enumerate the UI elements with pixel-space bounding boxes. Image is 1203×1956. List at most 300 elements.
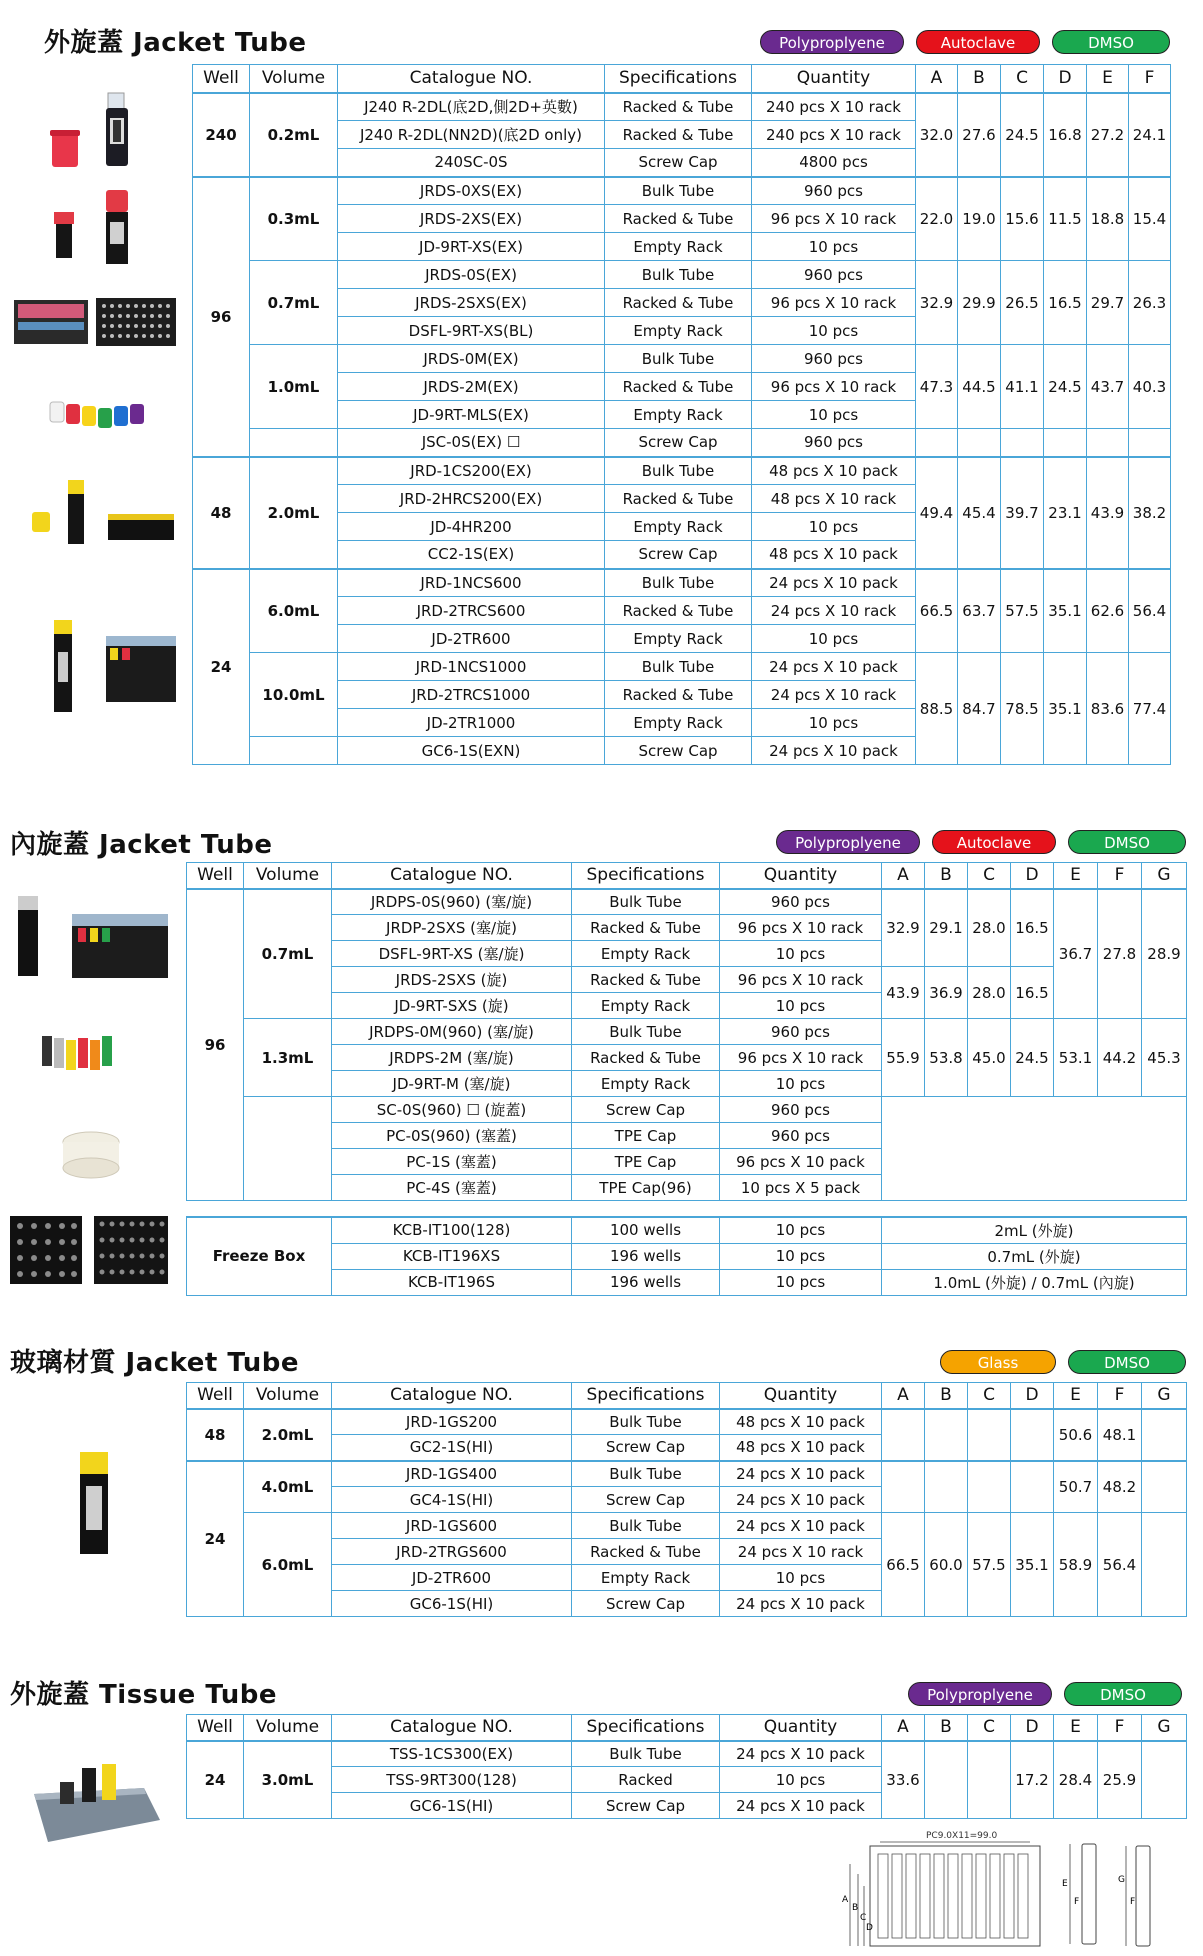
quantity-cell: 10 pcs [752,625,916,653]
dim-b [925,1409,968,1461]
dim-c: 24.5 [1001,93,1044,177]
spec-cell: Bulk Tube [572,1409,720,1435]
quantity-cell: 24 pcs X 10 pack [720,1487,882,1513]
header-e: E [1054,1383,1098,1409]
dim-c [968,1409,1011,1461]
spec-cell: Racked & Tube [572,967,720,993]
quantity-cell: 10 pcs [720,1269,882,1295]
drawing-label-c: C [860,1913,867,1923]
spec-cell: Empty Rack [605,625,752,653]
volume-cell: 0.2mL [250,93,338,177]
dim-b: 19.0 [958,177,1001,261]
spec-cell: TPE Cap [572,1149,720,1175]
quantity-cell: 96 pcs X 10 rack [752,373,916,401]
compatibility-cell: 0.7mL (外旋) [882,1243,1187,1269]
dim-b: 44.5 [958,345,1001,429]
dim-b [925,1741,968,1819]
spec-cell: Empty Rack [572,1565,720,1591]
dim-b: 27.6 [958,93,1001,177]
quantity-cell: 10 pcs [720,1243,882,1269]
catalogue-cell: JRD-2TRCS600 [338,597,605,625]
dim-d [1044,429,1087,457]
header-g: G [1142,863,1187,889]
catalogue-cell: GC6-1S(HI) [332,1793,572,1819]
well-cell: 48 [193,457,250,569]
spec-cell: Screw Cap [572,1097,720,1123]
header-quantity: Quantity [720,1715,882,1741]
quantity-cell: 96 pcs X 10 rack [720,967,882,993]
volume-cell: 1.0mL [250,345,338,429]
dim-a [882,1461,925,1513]
tube-image-2-0ml [28,478,176,548]
catalogue-cell: JD-2TR1000 [338,709,605,737]
quantity-cell: 24 pcs X 10 pack [720,1461,882,1487]
badge-autoclave: Autoclave [916,30,1040,54]
badge-polypropylene: Polyproplyene [908,1682,1052,1706]
dim-a: 33.6 [882,1741,925,1819]
quantity-cell: 240 pcs X 10 rack [752,93,916,121]
header-well: Well [193,65,250,93]
well-cell: 240 [193,93,250,177]
dim-c: 57.5 [1001,569,1044,653]
catalogue-cell: GC2-1S(HI) [332,1435,572,1461]
catalogue-cell: JRD-2TRGS600 [332,1539,572,1565]
dim-c: 28.0 [968,967,1011,1019]
header-g: G [1142,1715,1187,1741]
header-a: A [882,1715,925,1741]
spec-cell: Bulk Tube [605,345,752,373]
dim-f: 56.4 [1129,569,1171,653]
header-d: D [1011,863,1054,889]
section-outer-cap-jacket-tube [0,0,1203,780]
quantity-cell: 960 pcs [720,1019,882,1045]
dim-c: 39.7 [1001,457,1044,569]
compatibility-cell: 1.0mL (外旋) / 0.7mL (內旋) [882,1269,1187,1295]
catalogue-cell: JRDPS-0M(960) (塞/旋) [332,1019,572,1045]
catalogue-cell: JRD-2TRCS1000 [338,681,605,709]
dim-e: 50.6 [1054,1409,1098,1461]
quantity-cell: 10 pcs [752,709,916,737]
tube-image-0-3ml [44,188,144,266]
dim-a: 32.0 [916,93,958,177]
dim-a: 22.0 [916,177,958,261]
dim-d: 24.5 [1044,345,1087,429]
dim-b: 45.4 [958,457,1001,569]
dim-d: 16.5 [1044,261,1087,345]
catalogue-cell: DSFL-9RT-XS (塞/旋) [332,941,572,967]
catalogue-cell: JRDS-2M(EX) [338,373,605,401]
spec-cell: Bulk Tube [572,1461,720,1487]
dim-b: 60.0 [925,1513,968,1617]
dim-e: 83.6 [1087,653,1129,765]
quantity-cell: 10 pcs [720,1565,882,1591]
quantity-cell: 24 pcs X 10 pack [720,1741,882,1767]
dim-f: 24.1 [1129,93,1171,177]
header-f: F [1098,863,1142,889]
quantity-cell: 48 pcs X 10 pack [752,457,916,485]
well-cell: 24 [187,1741,244,1819]
catalogue-cell: JRD-1CS200(EX) [338,457,605,485]
header-f: F [1098,1383,1142,1409]
catalogue-cell: JRDS-2SXS(EX) [338,289,605,317]
header-d: D [1011,1715,1054,1741]
header-specifications: Specifications [572,863,720,889]
dim-d: 16.5 [1011,889,1054,967]
quantity-cell: 10 pcs [720,1767,882,1793]
drawing-label-b: B [852,1903,859,1913]
well-cell: 24 [193,569,250,765]
badge-group [760,30,1170,54]
catalogue-cell: JD-9RT-MLS(EX) [338,401,605,429]
catalogue-cell: KCB-IT100(128) [332,1217,572,1243]
dim-a: 47.3 [916,345,958,429]
dim-c [968,1741,1011,1819]
dim-d: 16.5 [1011,967,1054,1019]
spec-cell: Screw Cap [572,1793,720,1819]
dim-e: 18.8 [1087,177,1129,261]
dim-a [916,429,958,457]
quantity-cell: 24 pcs X 10 pack [720,1591,882,1617]
quantity-cell: 10 pcs [752,513,916,541]
quantity-cell: 24 pcs X 10 pack [720,1513,882,1539]
catalogue-cell: JRDS-2SXS (旋) [332,967,572,993]
header-specifications: Specifications [572,1383,720,1409]
header-catalogue: Catalogue NO. [332,1383,572,1409]
well-cell: 96 [187,889,244,1201]
header-e: E [1054,1715,1098,1741]
color-tubes-image [40,1030,140,1076]
header-e: E [1054,863,1098,889]
quantity-cell: 10 pcs [720,941,882,967]
volume-cell: 2.0mL [244,1409,332,1461]
dim-e: 50.7 [1054,1461,1098,1513]
dim-e: 29.7 [1087,261,1129,345]
volume-cell: 2.0mL [250,457,338,569]
spec-cell: 196 wells [572,1269,720,1295]
dim-d: 35.1 [1044,653,1087,765]
spec-cell: Racked & Tube [572,1045,720,1071]
header-specifications: Specifications [605,65,752,93]
catalogue-cell: JRD-1GS400 [332,1461,572,1487]
quantity-cell: 960 pcs [752,429,916,457]
quantity-cell: 24 pcs X 10 pack [752,653,916,681]
volume-cell [250,429,338,457]
volume-cell [250,737,338,765]
dim-e: 28.4 [1054,1741,1098,1819]
badge-polypropylene: Polyproplyene [760,30,904,54]
catalogue-cell: PC-1S (塞蓋) [332,1149,572,1175]
spec-cell: Bulk Tube [572,1513,720,1539]
dim-c: 45.0 [968,1019,1011,1097]
catalogue-cell: GC6-1S(HI) [332,1591,572,1617]
drawing-label-d: D [866,1923,873,1933]
spec-cell: Bulk Tube [605,569,752,597]
quantity-cell: 24 pcs X 10 pack [752,569,916,597]
dim-b [958,429,1001,457]
dim-e: 36.7 [1054,889,1098,1019]
quantity-cell: 96 pcs X 10 rack [720,915,882,941]
catalogue-cell: JSC-0S(EX) ☐ [338,429,605,457]
header-volume: Volume [244,1715,332,1741]
catalogue-cell: PC-0S(960) (塞蓋) [332,1123,572,1149]
dim-empty [882,1097,1187,1201]
freeze-box-image [10,1214,170,1286]
catalogue-cell: JRDPS-2M (塞/旋) [332,1045,572,1071]
quantity-cell: 96 pcs X 10 rack [752,289,916,317]
tube-rack-image [12,892,172,982]
header-d: D [1044,65,1087,93]
dim-d: 24.5 [1011,1019,1054,1097]
catalogue-cell: GC4-1S(HI) [332,1487,572,1513]
header-volume: Volume [250,65,338,93]
dim-a: 49.4 [916,457,958,569]
dim-g: 28.9 [1142,889,1187,1019]
dim-c: 57.5 [968,1513,1011,1617]
header-b: B [925,1383,968,1409]
badge-dmso: DMSO [1068,1350,1186,1374]
spec-cell: Empty Rack [605,513,752,541]
catalogue-cell: JD-9RT-M (塞/旋) [332,1071,572,1097]
spec-cell: Screw Cap [572,1435,720,1461]
spec-cell: Bulk Tube [605,457,752,485]
rack-image-0-7ml [12,296,180,348]
spec-cell: Empty Rack [605,709,752,737]
quantity-cell: 24 pcs X 10 rack [752,597,916,625]
catalogue-cell: DSFL-9RT-XS(BL) [338,317,605,345]
spec-cell: Racked [572,1767,720,1793]
quantity-cell: 96 pcs X 10 rack [720,1045,882,1071]
header-c: C [968,1715,1011,1741]
catalogue-cell: JRD-1GS600 [332,1513,572,1539]
dim-f: 48.1 [1098,1409,1142,1461]
dim-f: 27.8 [1098,889,1142,1019]
tissue-tube-rack-image [24,1758,164,1848]
quantity-cell: 960 pcs [752,345,916,373]
quantity-cell: 960 pcs [720,889,882,915]
spec-cell: Racked & Tube [605,289,752,317]
section-title: 內旋蓋 Jacket Tube [10,830,273,860]
header-a: A [882,1383,925,1409]
dim-f: 40.3 [1129,345,1171,429]
header-b: B [958,65,1001,93]
spec-cell: Racked & Tube [605,681,752,709]
dim-g [1142,1741,1187,1819]
dim-g [1142,1461,1187,1513]
spec-cell: Empty Rack [572,993,720,1019]
dim-f: 38.2 [1129,457,1171,569]
dim-d: 23.1 [1044,457,1087,569]
badge-polypropylene: Polyproplyene [776,830,920,854]
header-well: Well [187,1383,244,1409]
jacket-tube-inner-table [186,862,1187,1201]
spec-cell: Empty Rack [572,941,720,967]
spec-cell: 100 wells [572,1217,720,1243]
quantity-cell: 10 pcs [720,993,882,1019]
drawing-label-g: G [1118,1875,1125,1885]
volume-cell: 0.3mL [250,177,338,261]
dim-c: 78.5 [1001,653,1044,765]
catalogue-cell: JD-9RT-SXS (旋) [332,993,572,1019]
dim-c: 41.1 [1001,345,1044,429]
badge-dmso: DMSO [1068,830,1186,854]
header-c: C [1001,65,1044,93]
dim-c: 26.5 [1001,261,1044,345]
spec-cell: Racked & Tube [605,597,752,625]
tube-image-0-2ml [40,88,160,183]
dim-f: 25.9 [1098,1741,1142,1819]
tissue-tube-table [186,1714,1187,1819]
header-volume: Volume [244,1383,332,1409]
dim-f: 15.4 [1129,177,1171,261]
quantity-cell: 960 pcs [752,177,916,205]
dim-b: 29.1 [925,889,968,967]
spec-cell: Racked & Tube [572,915,720,941]
section-tissue-tube [0,1672,1203,1956]
volume-cell: 3.0mL [244,1741,332,1819]
dim-e: 27.2 [1087,93,1129,177]
dimension-drawing [820,1824,1180,1954]
section-title: 玻璃材質 Jacket Tube [10,1348,300,1378]
quantity-cell: 10 pcs X 5 pack [720,1175,882,1201]
spec-cell: Empty Rack [605,317,752,345]
header-well: Well [187,863,244,889]
spec-cell: Screw Cap [605,149,752,177]
volume-cell: 6.0mL [250,569,338,653]
volume-cell: 6.0mL [244,1513,332,1617]
catalogue-cell: JRD-1NCS600 [338,569,605,597]
catalogue-cell: JRDP-2SXS (塞/旋) [332,915,572,941]
section-inner-cap-jacket-tube [0,820,1203,1300]
catalogue-cell: TSS-9RT300(128) [332,1767,572,1793]
glass-tube-image [74,1450,114,1558]
quantity-cell: 96 pcs X 10 pack [720,1149,882,1175]
dim-c: 15.6 [1001,177,1044,261]
spec-cell: Racked & Tube [605,93,752,121]
dim-b: 36.9 [925,967,968,1019]
catalogue-cell: KCB-IT196XS [332,1243,572,1269]
catalogue-cell: SC-0S(960) ☐ (旋蓋) [332,1097,572,1123]
dim-e: 53.1 [1054,1019,1098,1097]
well-cell: 24 [187,1461,244,1617]
badge-dmso: DMSO [1064,1682,1182,1706]
catalogue-cell: JRDS-0S(EX) [338,261,605,289]
dim-e: 58.9 [1054,1513,1098,1617]
dim-b: 53.8 [925,1019,968,1097]
dim-g: 45.3 [1142,1019,1187,1097]
dim-f: 44.2 [1098,1019,1142,1097]
quantity-cell: 96 pcs X 10 rack [752,205,916,233]
volume-cell: 1.3mL [244,1019,332,1097]
spec-cell: Bulk Tube [572,1741,720,1767]
catalogue-cell: J240 R-2DL(底2D,側2D+英數) [338,93,605,121]
header-quantity: Quantity [752,65,916,93]
quantity-cell: 24 pcs X 10 pack [720,1793,882,1819]
dim-d: 35.1 [1011,1513,1054,1617]
dim-d: 11.5 [1044,177,1087,261]
quantity-cell: 48 pcs X 10 rack [752,485,916,513]
catalogue-cell: TSS-1CS300(EX) [332,1741,572,1767]
quantity-cell: 48 pcs X 10 pack [752,541,916,569]
header-catalogue: Catalogue NO. [332,863,572,889]
catalogue-cell: JD-2TR600 [338,625,605,653]
drawing-label-f: F [1074,1897,1080,1907]
spec-cell: Screw Cap [605,737,752,765]
header-f: F [1098,1715,1142,1741]
spec-cell: Racked & Tube [605,485,752,513]
glass-jacket-tube-table [186,1382,1187,1617]
dim-d: 35.1 [1044,569,1087,653]
spec-cell: Bulk Tube [605,653,752,681]
dim-f [1129,429,1171,457]
header-quantity: Quantity [720,863,882,889]
header-quantity: Quantity [720,1383,882,1409]
spec-cell: Racked & Tube [605,373,752,401]
header-f: F [1129,65,1171,93]
dim-b: 29.9 [958,261,1001,345]
quantity-cell: 10 pcs [752,233,916,261]
badge-autoclave: Autoclave [932,830,1056,854]
dim-e [1087,429,1129,457]
header-a: A [882,863,925,889]
drawing-label-a: A [842,1895,849,1905]
dim-b [925,1461,968,1513]
spec-cell: Empty Rack [605,401,752,429]
header-b: B [925,863,968,889]
section-glass-jacket-tube [0,1340,1203,1620]
dim-f: 26.3 [1129,261,1171,345]
spec-cell: TPE Cap(96) [572,1175,720,1201]
dim-d [1011,1409,1054,1461]
badge-group [776,830,1186,854]
dim-e: 62.6 [1087,569,1129,653]
dim-a: 66.5 [916,569,958,653]
header-well: Well [187,1715,244,1741]
catalogue-cell: PC-4S (塞蓋) [332,1175,572,1201]
catalogue-cell: JRDS-2XS(EX) [338,205,605,233]
quantity-cell: 10 pcs [752,317,916,345]
spec-cell: Bulk Tube [572,889,720,915]
volume-cell: 0.7mL [250,261,338,345]
catalogue-cell: J240 R-2DL(NN2D)(底2D only) [338,121,605,149]
badge-dmso: DMSO [1052,30,1170,54]
freeze-box-table [186,1216,1187,1296]
header-specifications: Specifications [572,1715,720,1741]
header-c: C [968,1383,1011,1409]
dim-e: 43.9 [1087,457,1129,569]
well-cell: 48 [187,1409,244,1461]
quantity-cell: 24 pcs X 10 rack [720,1539,882,1565]
spec-cell: Bulk Tube [572,1019,720,1045]
dim-g [1142,1513,1187,1617]
quantity-cell: 48 pcs X 10 pack [720,1409,882,1435]
catalogue-cell: JRD-1GS200 [332,1409,572,1435]
quantity-cell: 240 pcs X 10 rack [752,121,916,149]
volume-cell: 10.0mL [250,653,338,737]
dim-a: 43.9 [882,967,925,1019]
dim-c [968,1461,1011,1513]
compatibility-cell: 2mL (外旋) [882,1217,1187,1243]
catalogue-cell: CC2-1S(EX) [338,541,605,569]
header-c: C [968,863,1011,889]
drawing-caption: PC9.0X11=99.0 [926,1831,998,1841]
header-catalogue: Catalogue NO. [332,1715,572,1741]
volume-cell: 0.7mL [244,889,332,1019]
dim-a: 88.5 [916,653,958,765]
catalogue-cell: 240SC-0S [338,149,605,177]
badge-glass: Glass [940,1350,1056,1374]
color-caps-image [48,398,158,432]
dim-a [882,1409,925,1461]
